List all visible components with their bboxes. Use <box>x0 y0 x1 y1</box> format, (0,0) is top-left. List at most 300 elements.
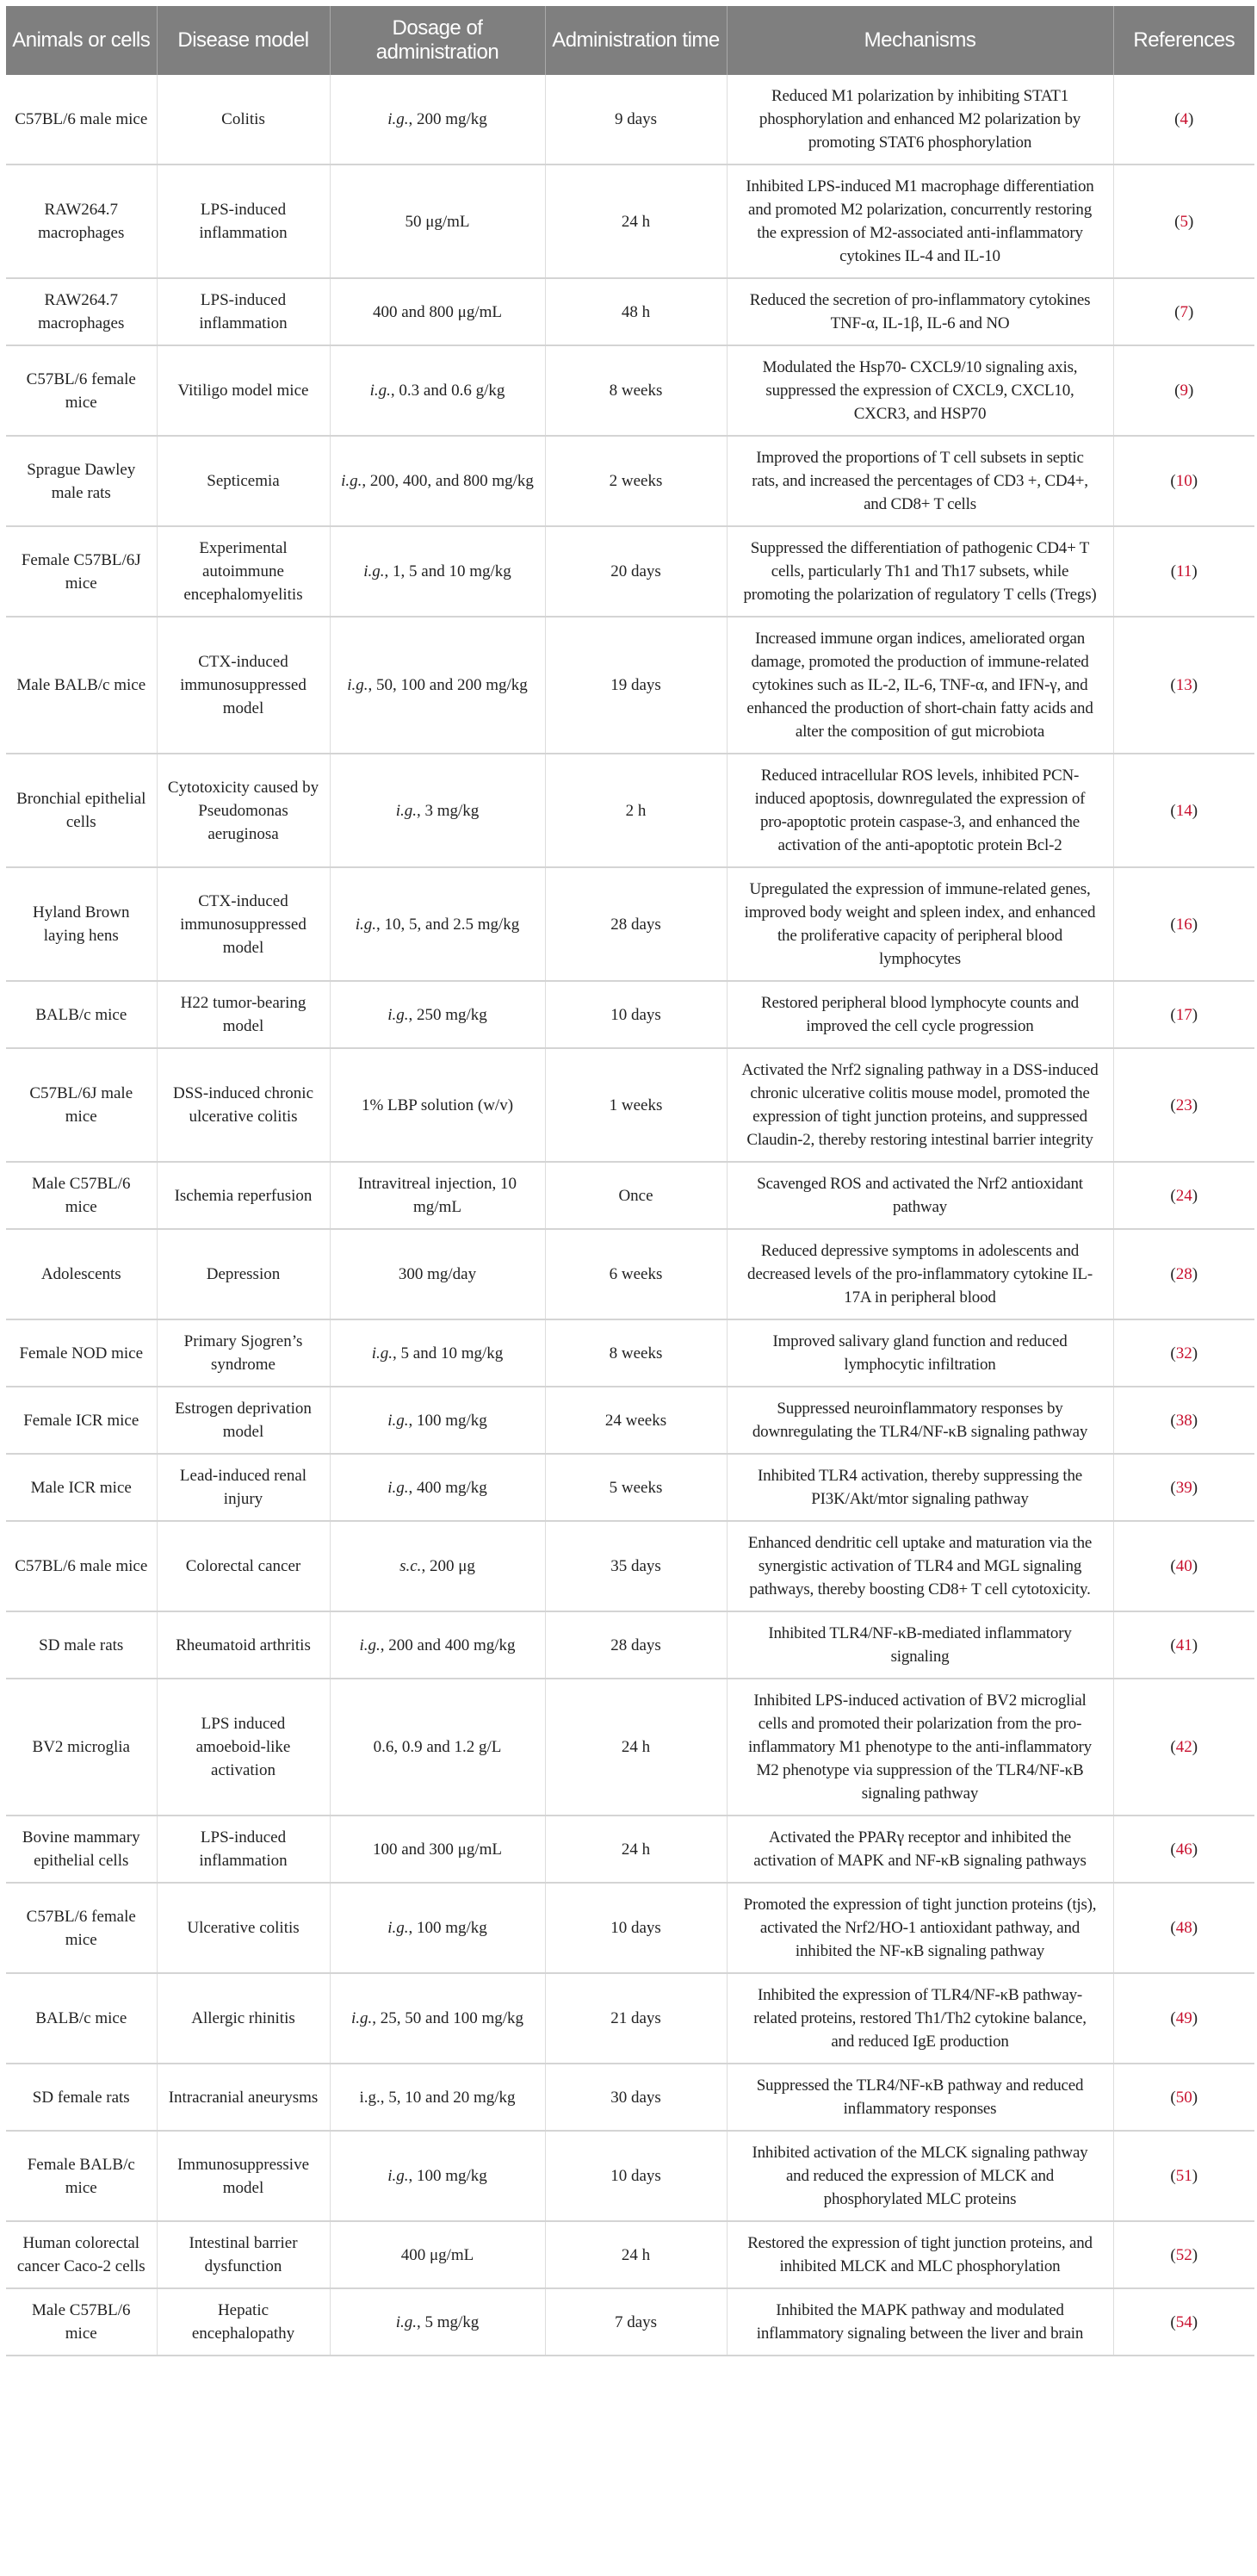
cell-subject: RAW264.7 macrophages <box>6 278 157 345</box>
dosage-route: i.g. <box>387 1478 409 1497</box>
cell-dosage <box>330 1679 545 1816</box>
dosage-amount: , 250 mg/kg <box>408 1005 487 1024</box>
dosage-amount: , 0.3 and 0.6 g/kg <box>390 382 505 400</box>
cell-disease-model: Experimental autoimmune encephalomyelitis <box>157 526 330 617</box>
reference-link[interactable]: 13 <box>1175 676 1192 694</box>
cell-subject: Female BALB/c mice <box>6 2131 157 2221</box>
dosage-route: i.g. <box>355 915 377 934</box>
paren-close: ) <box>1192 1186 1198 1205</box>
reference-link[interactable]: 5 <box>1180 212 1188 231</box>
cell-mechanism: Activated the Nrf2 signaling pathway in a DSS-induced chronic ulcerative colitis mouse model, promoted the expression of tight junction proteins, and suppressed Claudin-2, thereby restoring intestinal barrier integrity <box>727 1048 1113 1162</box>
paren-close: ) <box>1192 2009 1198 2027</box>
cell-disease-model: LPS-induced inflammation <box>157 278 330 345</box>
cell-subject: Male C57BL/6 mice <box>6 2288 157 2356</box>
cell-dosage <box>330 1162 545 1229</box>
cell-reference <box>1113 1973 1254 2064</box>
cell-reference <box>1113 1611 1254 1679</box>
cell-subject: BV2 microglia <box>6 1679 157 1816</box>
cell-disease-model: Vitiligo model mice <box>157 345 330 436</box>
paren-close: ) <box>1192 562 1198 580</box>
table-row <box>6 1454 1254 1521</box>
cell-disease-model: H22 tumor-bearing model <box>157 981 330 1048</box>
reference-link[interactable]: 49 <box>1175 2009 1192 2027</box>
paren-close: ) <box>1192 915 1198 934</box>
paren-close: ) <box>1188 212 1194 231</box>
table-row <box>6 2221 1254 2288</box>
cell-disease-model: Lead-induced renal injury <box>157 1454 330 1521</box>
dosage-amount: , 1, 5 and 10 mg/kg <box>384 562 511 580</box>
cell-reference <box>1113 1816 1254 1883</box>
table-row <box>6 1816 1254 1883</box>
cell-dosage <box>330 1454 545 1521</box>
paren-open: ( <box>1170 1096 1176 1114</box>
cell-dosage <box>330 1611 545 1679</box>
cell-mechanism: Suppressed the differentiation of pathogenic CD4+ T cells, particularly Th1 and Th17 subsets, while promoting the polarization of regulatory T cells (Tregs) <box>727 526 1113 617</box>
paren-open: ( <box>1174 382 1180 400</box>
dosage-route: i.g. <box>371 1344 393 1362</box>
cell-disease-model: Intestinal barrier dysfunction <box>157 2221 330 2288</box>
paren-open: ( <box>1170 2009 1176 2027</box>
cell-subject: C57BL/6J male mice <box>6 1048 157 1162</box>
reference-link[interactable]: 28 <box>1175 1265 1192 1283</box>
cell-administration-time: 10 days <box>545 981 727 1048</box>
table-row <box>6 1229 1254 1319</box>
paren-close: ) <box>1192 472 1198 490</box>
cell-administration-time: 28 days <box>545 1611 727 1679</box>
cell-dosage <box>330 1816 545 1883</box>
dosage-amount: , 25, 50 and 100 mg/kg <box>372 2009 524 2027</box>
cell-disease-model: Hepatic encephalopathy <box>157 2288 330 2356</box>
cell-disease-model: Cytotoxicity caused by Pseudomonas aeruginosa <box>157 754 330 867</box>
cell-administration-time: 8 weeks <box>545 1319 727 1387</box>
cell-dosage <box>330 345 545 436</box>
cell-dosage <box>330 2221 545 2288</box>
dosage-route: i.g. <box>387 1919 409 1937</box>
table-row <box>6 526 1254 617</box>
reference-link[interactable]: 32 <box>1175 1344 1192 1362</box>
cell-reference <box>1113 1883 1254 1973</box>
cell-subject: SD male rats <box>6 1611 157 1679</box>
reference-link[interactable]: 50 <box>1175 2088 1192 2107</box>
cell-dosage <box>330 526 545 617</box>
reference-link[interactable]: 24 <box>1175 1186 1192 1205</box>
dosage-amount: , 100 mg/kg <box>408 2167 487 2185</box>
cell-dosage <box>330 1387 545 1454</box>
cell-subject: C57BL/6 female mice <box>6 345 157 436</box>
cell-reference <box>1113 1454 1254 1521</box>
cell-reference <box>1113 2288 1254 2356</box>
cell-administration-time: 2 h <box>545 754 727 867</box>
table-row <box>6 981 1254 1048</box>
cell-reference <box>1113 1229 1254 1319</box>
cell-subject: Male C57BL/6 mice <box>6 1162 157 1229</box>
cell-reference <box>1113 1048 1254 1162</box>
cell-dosage <box>330 2131 545 2221</box>
reference-link[interactable]: 40 <box>1175 1557 1192 1575</box>
cell-disease-model: Primary Sjogren’s syndrome <box>157 1319 330 1387</box>
cell-dosage <box>330 2288 545 2356</box>
cell-administration-time: 24 h <box>545 2221 727 2288</box>
cell-disease-model: Ulcerative colitis <box>157 1883 330 1973</box>
cell-administration-time: 10 days <box>545 1883 727 1973</box>
cell-mechanism: Enhanced dendritic cell uptake and maturation via the synergistic activation of TLR4 and MGL signaling pathways, thereby boosting CD8+ T cell cytotoxicity. <box>727 1521 1113 1611</box>
paren-close: ) <box>1192 1738 1198 1756</box>
table-row <box>6 1048 1254 1162</box>
paren-open: ( <box>1170 801 1176 820</box>
paren-close: ) <box>1192 1344 1198 1362</box>
reference-link[interactable]: 14 <box>1175 801 1192 820</box>
dosage-amount: 100 and 300 μg/mL <box>372 1840 503 1859</box>
cell-reference <box>1113 2131 1254 2221</box>
dosage-route: i.g. <box>347 676 368 694</box>
cell-subject: Female NOD mice <box>6 1319 157 1387</box>
table-row <box>6 2064 1254 2131</box>
dosage-amount: 300 mg/day <box>398 1265 477 1283</box>
dosage-route: i.g. <box>387 1411 409 1430</box>
paren-open: ( <box>1170 2245 1176 2264</box>
cell-subject: Male ICR mice <box>6 1454 157 1521</box>
cell-disease-model: Septicemia <box>157 436 330 526</box>
cell-subject: BALB/c mice <box>6 1973 157 2064</box>
table-row <box>6 345 1254 436</box>
cell-subject: Hyland Brown laying hens <box>6 867 157 981</box>
paren-open: ( <box>1170 1344 1176 1362</box>
table-row <box>6 1973 1254 2064</box>
reference-link[interactable]: 23 <box>1175 1096 1192 1114</box>
cell-administration-time: 5 weeks <box>545 1454 727 1521</box>
cell-mechanism: Activated the PPARγ receptor and inhibited the activation of MAPK and NF-κB signaling pathways <box>727 1816 1113 1883</box>
dosage-amount: , 50, 100 and 200 mg/kg <box>368 676 528 694</box>
cell-administration-time: 9 days <box>545 75 727 164</box>
cell-reference <box>1113 436 1254 526</box>
reference-link[interactable]: 48 <box>1175 1919 1192 1937</box>
cell-disease-model: Colitis <box>157 75 330 164</box>
dosage-amount: , 5 and 10 mg/kg <box>393 1344 504 1362</box>
dosage-amount: , 10, 5, and 2.5 mg/kg <box>376 915 520 934</box>
cell-disease-model: Depression <box>157 1229 330 1319</box>
cell-mechanism: Improved the proportions of T cell subsets in septic rats, and increased the percentages of CD3 +, CD4+, and CD8+ T cells <box>727 436 1113 526</box>
reference-link[interactable]: 16 <box>1175 915 1192 934</box>
cell-dosage <box>330 2064 545 2131</box>
header-references: References <box>1113 6 1254 75</box>
cell-subject: RAW264.7 macrophages <box>6 164 157 278</box>
cell-administration-time: 30 days <box>545 2064 727 2131</box>
dosage-amount: , 3 mg/kg <box>416 801 480 820</box>
paren-open: ( <box>1170 2088 1176 2107</box>
paren-close: ) <box>1192 1005 1198 1024</box>
cell-administration-time: 1 weeks <box>545 1048 727 1162</box>
cell-subject: C57BL/6 female mice <box>6 1883 157 1973</box>
cell-mechanism: Suppressed neuroinflammatory responses by downregulating the TLR4/NF-κB signaling pathway <box>727 1387 1113 1454</box>
dosage-amount: Intravitreal injection, 10 mg/mL <box>357 1175 517 1216</box>
table-row <box>6 164 1254 278</box>
dosage-route: i.g. <box>350 2009 373 2027</box>
cell-administration-time: 19 days <box>545 617 727 754</box>
dosage-amount: , 100 mg/kg <box>408 1919 487 1937</box>
table-row <box>6 1387 1254 1454</box>
cell-subject: Adolescents <box>6 1229 157 1319</box>
paren-close: ) <box>1188 302 1194 321</box>
cell-reference <box>1113 526 1254 617</box>
dosage-amount: , 200 μg <box>421 1557 475 1575</box>
cell-mechanism: Inhibited TLR4/NF-κB-mediated inflammatory signaling <box>727 1611 1113 1679</box>
dosage-route: i.g. <box>387 1005 409 1024</box>
cell-disease-model: Allergic rhinitis <box>157 1973 330 2064</box>
cell-reference <box>1113 164 1254 278</box>
cell-mechanism: Promoted the expression of tight junction proteins (tjs), activated the Nrf2/HO-1 antioxidant pathway, and inhibited the NF-κB signaling pathway <box>727 1883 1113 1973</box>
cell-reference <box>1113 278 1254 345</box>
cell-mechanism: Reduced intracellular ROS levels, inhibited PCN-induced apoptosis, downregulated the expression of pro-apoptotic protein caspase-3, and enhanced the activation of the anti-apoptotic protein Bcl-2 <box>727 754 1113 867</box>
paren-open: ( <box>1170 1557 1176 1575</box>
paren-close: ) <box>1192 1096 1198 1114</box>
cell-subject: Human colorectal cancer Caco-2 cells <box>6 2221 157 2288</box>
cell-reference <box>1113 981 1254 1048</box>
cell-dosage <box>330 617 545 754</box>
dosage-route: i.g. <box>395 801 417 820</box>
cell-mechanism: Scavenged ROS and activated the Nrf2 antioxidant pathway <box>727 1162 1113 1229</box>
reference-link[interactable]: 41 <box>1175 1636 1192 1654</box>
reference-link[interactable]: 46 <box>1175 1840 1192 1859</box>
cell-administration-time: 24 h <box>545 164 727 278</box>
paren-close: ) <box>1192 2167 1198 2185</box>
cell-administration-time: 28 days <box>545 867 727 981</box>
dosage-amount: 50 μg/mL <box>405 212 470 231</box>
paren-close: ) <box>1192 1919 1198 1937</box>
reference-link[interactable]: 9 <box>1180 382 1188 400</box>
paren-close: ) <box>1192 2245 1198 2264</box>
paren-open: ( <box>1170 915 1176 934</box>
paren-close: ) <box>1192 1478 1198 1497</box>
paren-close: ) <box>1192 1636 1198 1654</box>
paren-open: ( <box>1170 1738 1176 1756</box>
cell-mechanism: Reduced M1 polarization by inhibiting STAT1 phosphorylation and enhanced M2 polarization by promoting STAT6 phosphorylation <box>727 75 1113 164</box>
reference-link[interactable]: 7 <box>1180 302 1188 321</box>
cell-dosage <box>330 754 545 867</box>
paren-open: ( <box>1174 212 1180 231</box>
cell-mechanism: Inhibited the MAPK pathway and modulated inflammatory signaling between the liver and brain <box>727 2288 1113 2356</box>
cell-disease-model: Colorectal cancer <box>157 1521 330 1611</box>
paren-open: ( <box>1170 676 1176 694</box>
cell-reference <box>1113 1521 1254 1611</box>
cell-administration-time: 24 weeks <box>545 1387 727 1454</box>
dosage-amount: 400 and 800 μg/mL <box>372 302 503 321</box>
cell-disease-model: LPS-induced inflammation <box>157 1816 330 1883</box>
cell-subject: BALB/c mice <box>6 981 157 1048</box>
paren-open: ( <box>1170 1411 1176 1430</box>
dosage-amount: i.g., 5, 10 and 20 mg/kg <box>359 2088 516 2107</box>
cell-reference <box>1113 1679 1254 1816</box>
paren-close: ) <box>1188 110 1194 128</box>
cell-mechanism: Inhibited TLR4 activation, thereby suppressing the PI3K/Akt/mtor signaling pathway <box>727 1454 1113 1521</box>
dosage-route: i.g. <box>369 382 391 400</box>
cell-dosage <box>330 1521 545 1611</box>
paren-open: ( <box>1170 2312 1176 2331</box>
paren-open: ( <box>1174 302 1180 321</box>
cell-disease-model: CTX-induced immunosuppressed model <box>157 617 330 754</box>
paren-open: ( <box>1170 562 1177 580</box>
table-row <box>6 75 1254 164</box>
cell-administration-time: Once <box>545 1162 727 1229</box>
paren-close: ) <box>1192 1557 1198 1575</box>
paren-open: ( <box>1174 110 1180 128</box>
dosage-route: i.g. <box>387 110 409 128</box>
reference-link[interactable]: 51 <box>1175 2167 1192 2185</box>
header-dosage: Dosage of administration <box>330 6 545 75</box>
table-row <box>6 1319 1254 1387</box>
paren-open: ( <box>1170 2167 1176 2185</box>
table-body <box>6 75 1254 2356</box>
table-row <box>6 754 1254 867</box>
cell-reference <box>1113 2221 1254 2288</box>
cell-reference <box>1113 867 1254 981</box>
dosage-route: i.g. <box>395 2312 417 2331</box>
dosage-route: i.g. <box>341 472 362 490</box>
cell-dosage <box>330 436 545 526</box>
paren-open: ( <box>1170 1478 1176 1497</box>
reference-link[interactable]: 4 <box>1180 110 1188 128</box>
paren-close: ) <box>1188 382 1194 400</box>
dosage-amount: , 400 mg/kg <box>408 1478 487 1497</box>
header-administration-time: Administration time <box>545 6 727 75</box>
paren-close: ) <box>1192 1411 1198 1430</box>
reference-link[interactable]: 17 <box>1175 1005 1192 1024</box>
studies-table <box>6 6 1254 2356</box>
cell-subject: SD female rats <box>6 2064 157 2131</box>
cell-mechanism: Inhibited the expression of TLR4/NF-κB pathway-related proteins, restored Th1/Th2 cytokine balance, and reduced IgE production <box>727 1973 1113 2064</box>
header-animals-or-cells: Animals or cells <box>6 6 157 75</box>
cell-disease-model: Rheumatoid arthritis <box>157 1611 330 1679</box>
cell-dosage <box>330 867 545 981</box>
table-row <box>6 1521 1254 1611</box>
table-header <box>6 6 1254 75</box>
cell-mechanism: Inhibited LPS-induced M1 macrophage differentiation and promoted M2 polarization, concurrently restoring the expression of M2-associated anti-inflammatory cytokines IL-4 and IL-10 <box>727 164 1113 278</box>
paren-open: ( <box>1170 1186 1176 1205</box>
cell-disease-model: CTX-induced immunosuppressed model <box>157 867 330 981</box>
paren-open: ( <box>1170 1636 1176 1654</box>
paren-close: ) <box>1192 1265 1198 1283</box>
cell-administration-time: 48 h <box>545 278 727 345</box>
dosage-amount: , 200, 400, and 800 mg/kg <box>362 472 534 490</box>
cell-disease-model: DSS-induced chronic ulcerative colitis <box>157 1048 330 1162</box>
cell-mechanism: Upregulated the expression of immune-related genes, improved body weight and spleen index, and enhanced the proliferative capacity of peripheral blood lymphocytes <box>727 867 1113 981</box>
cell-mechanism: Suppressed the TLR4/NF-κB pathway and reduced inflammatory responses <box>727 2064 1113 2131</box>
dosage-route: i.g. <box>387 2167 409 2185</box>
paren-open: ( <box>1170 1919 1176 1937</box>
cell-reference <box>1113 345 1254 436</box>
paren-open: ( <box>1170 1265 1176 1283</box>
dosage-amount: 1% LBP solution (w/v) <box>361 1096 514 1114</box>
table-row <box>6 278 1254 345</box>
dosage-route: i.g. <box>363 562 385 580</box>
paren-open: ( <box>1170 1005 1176 1024</box>
table-row <box>6 2288 1254 2356</box>
cell-disease-model: Immunosuppressive model <box>157 2131 330 2221</box>
cell-disease-model: Intracranial aneurysms <box>157 2064 330 2131</box>
cell-administration-time: 6 weeks <box>545 1229 727 1319</box>
table-row <box>6 1162 1254 1229</box>
table-row <box>6 436 1254 526</box>
cell-reference <box>1113 75 1254 164</box>
cell-disease-model: LPS-induced inflammation <box>157 164 330 278</box>
header-disease-model: Disease model <box>157 6 330 75</box>
cell-administration-time: 24 h <box>545 1679 727 1816</box>
cell-dosage <box>330 1229 545 1319</box>
paren-close: ) <box>1192 1840 1198 1859</box>
reference-link[interactable]: 52 <box>1175 2245 1192 2264</box>
reference-link[interactable]: 38 <box>1175 1411 1192 1430</box>
table-row <box>6 1679 1254 1816</box>
reference-link[interactable]: 42 <box>1175 1738 1192 1756</box>
cell-administration-time: 35 days <box>545 1521 727 1611</box>
cell-mechanism: Restored peripheral blood lymphocyte counts and improved the cell cycle progression <box>727 981 1113 1048</box>
cell-dosage <box>330 1048 545 1162</box>
reference-link[interactable]: 39 <box>1175 1478 1192 1497</box>
dosage-amount: 400 μg/mL <box>400 2245 474 2264</box>
cell-reference <box>1113 1162 1254 1229</box>
dosage-amount: 0.6, 0.9 and 1.2 g/L <box>373 1738 502 1756</box>
cell-mechanism: Improved salivary gland function and reduced lymphocytic infiltration <box>727 1319 1113 1387</box>
dosage-amount: , 100 mg/kg <box>408 1411 487 1430</box>
dosage-amount: , 200 mg/kg <box>408 110 487 128</box>
header-mechanisms: Mechanisms <box>727 6 1113 75</box>
cell-dosage <box>330 75 545 164</box>
paren-open: ( <box>1170 472 1176 490</box>
table-row <box>6 1883 1254 1973</box>
cell-administration-time: 24 h <box>545 1816 727 1883</box>
cell-reference <box>1113 1387 1254 1454</box>
cell-reference <box>1113 617 1254 754</box>
dosage-amount: , 5 mg/kg <box>416 2312 480 2331</box>
cell-dosage <box>330 278 545 345</box>
dosage-route: i.g. <box>359 1636 381 1654</box>
cell-reference <box>1113 1319 1254 1387</box>
cell-dosage <box>330 981 545 1048</box>
reference-link[interactable]: 54 <box>1175 2312 1192 2331</box>
cell-subject: C57BL/6 male mice <box>6 1521 157 1611</box>
cell-subject: C57BL/6 male mice <box>6 75 157 164</box>
cell-mechanism: Inhibited activation of the MLCK signaling pathway and reduced the expression of MLCK and phosphorylated MLC proteins <box>727 2131 1113 2221</box>
cell-mechanism: Inhibited LPS-induced activation of BV2 microglial cells and promoted their polarization from the pro-inflammatory M1 phenotype to the anti-inflammatory M2 phenotype via suppression of the TLR4/NF-κB signaling pathway <box>727 1679 1113 1816</box>
cell-subject: Female ICR mice <box>6 1387 157 1454</box>
cell-subject: Male BALB/c mice <box>6 617 157 754</box>
cell-administration-time: 21 days <box>545 1973 727 2064</box>
cell-administration-time: 8 weeks <box>545 345 727 436</box>
cell-mechanism: Reduced the secretion of pro-inflammatory cytokines TNF-α, IL-1β, IL-6 and NO <box>727 278 1113 345</box>
paren-close: ) <box>1192 676 1198 694</box>
cell-reference <box>1113 754 1254 867</box>
cell-mechanism: Reduced depressive symptoms in adolescents and decreased levels of the pro-inflammatory cytokine IL-17A in peripheral blood <box>727 1229 1113 1319</box>
cell-disease-model: Estrogen deprivation model <box>157 1387 330 1454</box>
cell-subject: Sprague Dawley male rats <box>6 436 157 526</box>
paren-close: ) <box>1192 2312 1198 2331</box>
cell-disease-model: LPS induced amoeboid-like activation <box>157 1679 330 1816</box>
cell-dosage <box>330 164 545 278</box>
table-row <box>6 1611 1254 1679</box>
table-row <box>6 867 1254 981</box>
cell-dosage <box>330 1973 545 2064</box>
cell-mechanism: Increased immune organ indices, ameliorated organ damage, promoted the production of immune-related cytokines such as IL-2, IL-6, TNF-α, and IFN-γ, and enhanced the production of short-chain fatty acids and alter the composition of gut microbiota <box>727 617 1113 754</box>
cell-mechanism: Modulated the Hsp70- CXCL9/10 signaling axis, suppressed the expression of CXCL9, CXCL10, CXCR3, and HSP70 <box>727 345 1113 436</box>
paren-close: ) <box>1192 801 1198 820</box>
cell-administration-time: 2 weeks <box>545 436 727 526</box>
reference-link[interactable]: 10 <box>1175 472 1192 490</box>
reference-link[interactable]: 11 <box>1176 562 1192 580</box>
table-row <box>6 2131 1254 2221</box>
paren-close: ) <box>1192 2088 1198 2107</box>
cell-reference <box>1113 2064 1254 2131</box>
dosage-route: s.c. <box>399 1557 422 1575</box>
cell-mechanism: Restored the expression of tight junction proteins, and inhibited MLCK and MLC phosphorylation <box>727 2221 1113 2288</box>
